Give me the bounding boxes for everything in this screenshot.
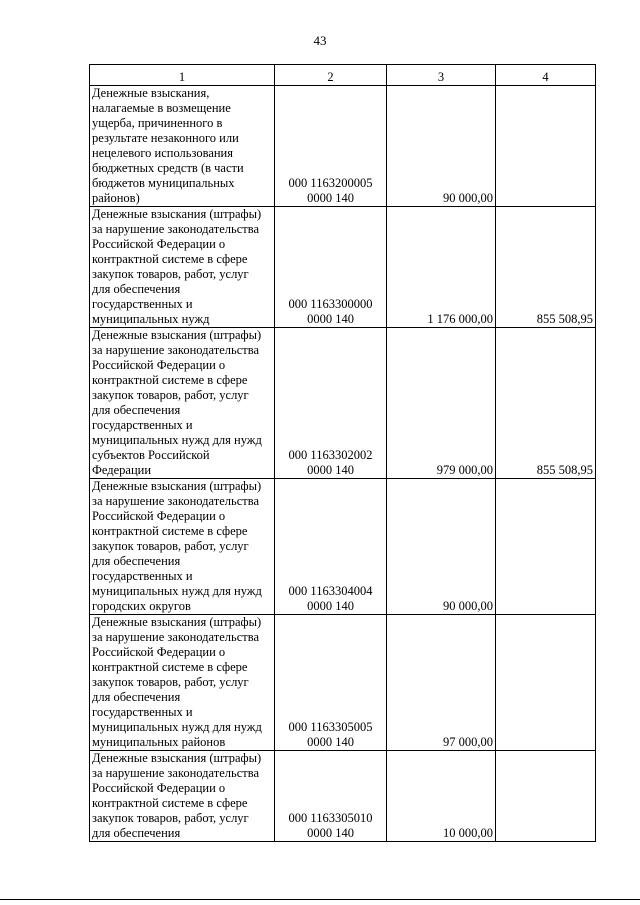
table-row: [90, 86, 596, 207]
row-description: Денежные взыскания (штрафы) за нарушение законодательства Российской Федерации о контрактной системе в сфере закупок товаров, работ, услуг для обеспечения: [92, 751, 262, 840]
row-code: 000 1163305005 0000 140: [288, 720, 373, 749]
row-code: 000 1163304004 0000 140: [288, 584, 373, 613]
row-amount-col3: 10 000,00: [443, 826, 493, 840]
row-amount-col3: 90 000,00: [443, 599, 493, 613]
column-header-1: 1: [90, 65, 275, 86]
row-amount-col3: 1 176 000,00: [427, 312, 493, 326]
row-amount-col3: 90 000,00: [443, 191, 493, 205]
row-description: Денежные взыскания (штрафы) за нарушение законодательства Российской Федерации о контрактной системе в сфере закупок товаров, работ, услуг для обеспечения государственных и муниципальных нужд для нужд муниципальных районов: [92, 615, 262, 749]
row-code: 000 1163200005 0000 140: [288, 176, 373, 205]
budget-table: [89, 64, 596, 842]
table-row: [90, 328, 596, 479]
column-header-4: 4: [496, 65, 596, 86]
row-code: 000 1163300000 0000 140: [288, 297, 373, 326]
row-amount-col4: 855 508,95: [536, 312, 593, 326]
row-amount-col4: 855 508,95: [536, 463, 593, 477]
row-description: Денежные взыскания (штрафы) за нарушение законодательства Российской Федерации о контрактной системе в сфере закупок товаров, работ, услуг для обеспечения государственных и муниципальных нужд: [92, 207, 262, 326]
row-amount-col3: 979 000,00: [436, 463, 493, 477]
table-row: [90, 207, 596, 328]
row-description: Денежные взыскания (штрафы) за нарушение законодательства Российской Федерации о контрактной системе в сфере закупок товаров, работ, услуг для обеспечения государственных и муниципальных нужд для нужд субъектов Российской Федерации: [92, 328, 262, 477]
table-row: [90, 751, 596, 842]
row-amount-col3: 97 000,00: [443, 735, 493, 749]
column-header-3: 3: [387, 65, 496, 86]
table-row: [90, 479, 596, 615]
page-number: 43: [313, 33, 327, 48]
row-code: 000 1163302002 0000 140: [288, 448, 373, 477]
table-header-row: [90, 65, 596, 86]
row-code: 000 1163305010 0000 140: [288, 811, 373, 840]
column-header-2: 2: [275, 65, 387, 86]
row-description: Денежные взыскания, налагаемые в возмещение ущерба, причиненного в результате незаконного или нецелевого использования бюджетных средств (в части бюджетов муниципальных районов): [92, 86, 244, 205]
table-row: [90, 615, 596, 751]
page-bottom-divider: [0, 899, 640, 900]
row-description: Денежные взыскания (штрафы) за нарушение законодательства Российской Федерации о контрактной системе в сфере закупок товаров, работ, услуг для обеспечения государственных и муниципальных нужд для нужд городских округов: [92, 479, 262, 613]
